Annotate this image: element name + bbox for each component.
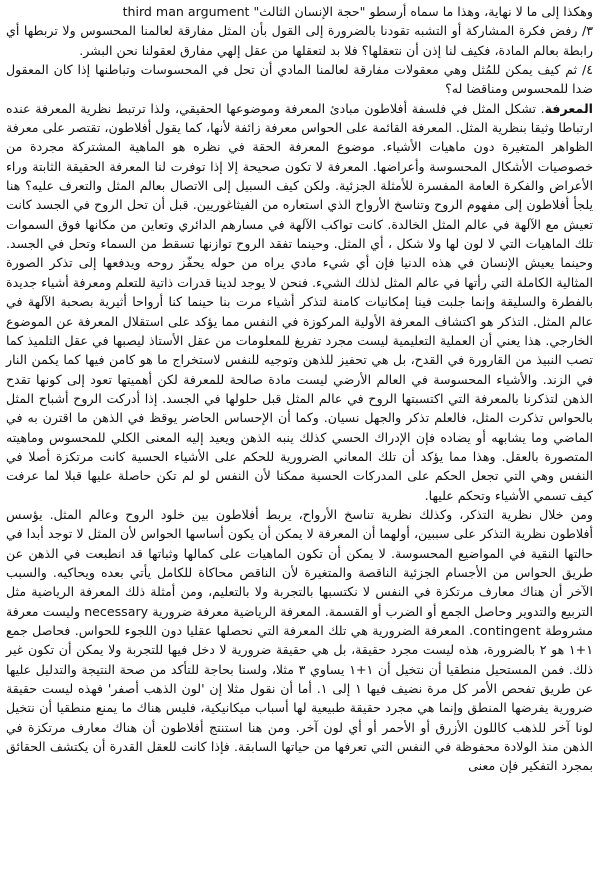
list-item-4-text: ثم كيف يمكن للمُثل وهي معقولات مفارقة لعالمنا المادي أن تحل في المحسوسات وتباطنها إذا كان المعقول ضدا للمحسوس ومناقضا له؟ bbox=[6, 62, 593, 97]
recollection-text-b: وليست معرفة مشروطة bbox=[6, 603, 593, 638]
knowledge-paragraph bbox=[6, 99, 593, 505]
list-item-3-text: رفض فكرة المشاركة أو التشبه تقودنا بالضرورة إلى القول بأن المثل مفارقة لعالمنا المحسوس ولا تربطها أي رابطة بعالم المادة، فكيف لنا إذن أن نتعقلها؟ فلا بد لتعقلها من عقل إلهي مفارق لعقولنا نحن البشر. bbox=[6, 23, 593, 58]
english-term-necessary: necessary bbox=[84, 603, 149, 619]
intro-line bbox=[6, 2, 593, 21]
intro-text: وهكذا إلى ما لا نهاية، وهذا ما سماه أرسطو "حجة الإنسان الثالث" bbox=[253, 4, 593, 19]
list-item-3 bbox=[6, 21, 593, 60]
list-item-4 bbox=[6, 60, 593, 99]
list-item-4-number: ٤/ bbox=[581, 62, 593, 78]
recollection-paragraph bbox=[6, 505, 593, 776]
knowledge-paragraph-text: . تشكل المثل في فلسفة أفلاطون مبادئ المعرفة وموضوعها الحقيقي، ولذا ترتبط نظرية المعرفة عنده ارتباطا وثيقا بنظرية المثل. المعرفة القائمة على الحواس معرفة زائفة لأنها، كما يقول أفلاطون، تقتصر على معرفة الظواهر المتغيرة دون ماهيات الأشياء. موضوع المعرفة الحقة في نظره هو الماهية المشتركة مجردة من خصوصيات الأشكال المحسوسة وأعراضها. المعرفة لا تكون صحيحة إلا إذا توفرت لنا المعرفة الحقيقة الثابتة وراء الأعراض والفكرة العامة المفسرة للأمثلة الجزئية. ولكن كيف السبيل إلى الاتصال بعالم المثل والتعرف عليه؟ هنا يلجأ أفلاطون إلى مفهوم الروح وتناسخ الأرواح الذي استعاره من الفيثاغوريين. قبل أن تحل الروح في الجسد كانت تعيش مع الآلهة في عالم المثل الخالدة. كانت تواكب الآلهة في مسارهم الدائري وتعاين من مكانها فوق السموات تلك الماهيات التي لا لون لها ولا شكل ، أي المثل. وحينما تفقد الروح توازنها تسقط من السماء وتحل في الجسد. وحينما يعيش الإنسان في هذه الدنيا فإن أي شيء مادي يراه من حوله يحفّز روحه ويدفعها إلى تذكر الصورة المثالية الكاملة التي رأتها في عالم المثل لذلك الشيء. فنحن لا يوجد لدينا قدرات ذاتية للتعلم ومعرفة أشياء جديدة بالفطرة والسليقة وإنما جلبت فينا إمكانيات كامنة لتذكر أشياء مرت بنا حينما كنا أرواحا أثيرية بصحبة الآلهة في عالم المثل. التذكر هو اكتشاف المعرفة الأولية المركوزة في النفس مما يؤكد على استقلال المعرفة عن الموضوع الخارجي. هذا يعني أن العملية التعليمية ليست مجرد تفريغ للمعلومات من عقل الأستاذ ليصبها في عقل التلميذ كما تصب النبيذ من القارورة في القدح، بل هي تحفيز للذهن وتوجيه للنفس لاستخراج ما هو كامن فيها كما يكمن النار في الزند. والأشياء المحسوسة في العالم الأرضي ليست مادة صالحة للمعرفة لكن أهميتها تعود إلى كونها تقدح الذهن لتذكرنا بالمعرفة التي اكتسبتها الروح في عالم المثل قبل حلولها في الجسد. إذا أدركت الروح أشباح المثل بالحواس تذكرت المثل، فالعلم تذكر والجهل نسيان. وكما أن الإحساس الحاضر يوقظ في الذهن ما اقترن به في الماضي وما يشابهه أو يضاده فإن الإدراك الحسي كذلك ينبه الذهن ويعيد إليه المعنى الكلي للمحسوس وماهيته المتصورة بالعقل. وهذا مما يؤكد أن تلك المعاني الضرورية للحكم على الأشياء الحسية كانت مرتكزة أصلا في النفس وهي التي تجعل الحكم على المدركات الحسية ممكنا لأن النفس لو لم تكن حاصلة عليها قبلا لما عرفت كيف تسمي الأشياء وتحكم عليها. bbox=[6, 100, 593, 503]
english-term-contingent: contingent bbox=[473, 623, 541, 638]
recollection-text-a: ومن خلال نظرية التذكر، وكذلك نظرية تناسخ الأرواح، يربط أفلاطون بين خلود الروح وعالم المثل. يؤسس أفلاطون نظرية التذكر على سببين، أولهما أن المعرفة لا يمكن أن يكون أساسها الحواس لأن المثل لا توجد أبدا في حالتها النقية في المواضيع المحسوسة. لا يمكن أن تكون الماهيات على كمالها وثباتها قد انطبعت في الذهن عن طريق الحواس من الأجسام الجزئية الناقصة والمتغيرة لأن الناقص محاكاة للكامل يأتي بعده ويحاكيه. والسبب الآخر أن هناك معارف مرتكزة في النفس لا نكتسبها بالتجربة ولا بالتعليم، ومن أمثلة ذلك المعرفة الرياضية مثل التربيع والتدوير وحاصل الجمع أو الضرب أو القسمة. المعرفة الرياضية معرفة ضرورية bbox=[6, 506, 593, 619]
recollection-text-c: . المعرفة الضرورية هي تلك المعرفة التي نحصلها عقليا دون اللجوء للحواس. فحاصل جمع ١+١ هو ٢ بالضرورة، هذه ليست مجرد حقيقة، بل هي حقيقة ضرورية لا دخل فيها للتجربة ولا يمكن أن تكون غير ذلك. فمن المستحيل منطقيا أن نتخيل أن ١+١ يساوي ٣ مثلا، ولسنا بحاجة للتأكد من صحة النتيجة والتدليل عليها عن طريق تفحص الأمر كل مرة نضيف فيها ١ إلى ١. أما أن نقول مثلا إن 'لون الذهب أصفر' فهذه ليست حقيقة ضرورية يفرضها المنطق وإنما هي مجرد حقيقة طبيعية لها أسباب ميكانيكية، فليس هناك ما يمنع منطقيا أن نتخيل لونا آخر للذهب كاللون الأزرق أو الأحمر أو أي لون آخر. ومن هنا استنتج أفلاطون أن هناك معارف مرتكزة في الذهن منذ الولادة محفوظة في النفس التي تعرفها من حياتها السابقة. فإذا كانت للعقل القدرة أن يكتشف الحقائق بمجرد التفكير فإن معنى bbox=[6, 623, 594, 774]
list-item-3-number: ٣/ bbox=[581, 23, 593, 39]
knowledge-term: المعرفة bbox=[544, 100, 593, 116]
english-term-third-man: third man argument bbox=[122, 4, 250, 19]
